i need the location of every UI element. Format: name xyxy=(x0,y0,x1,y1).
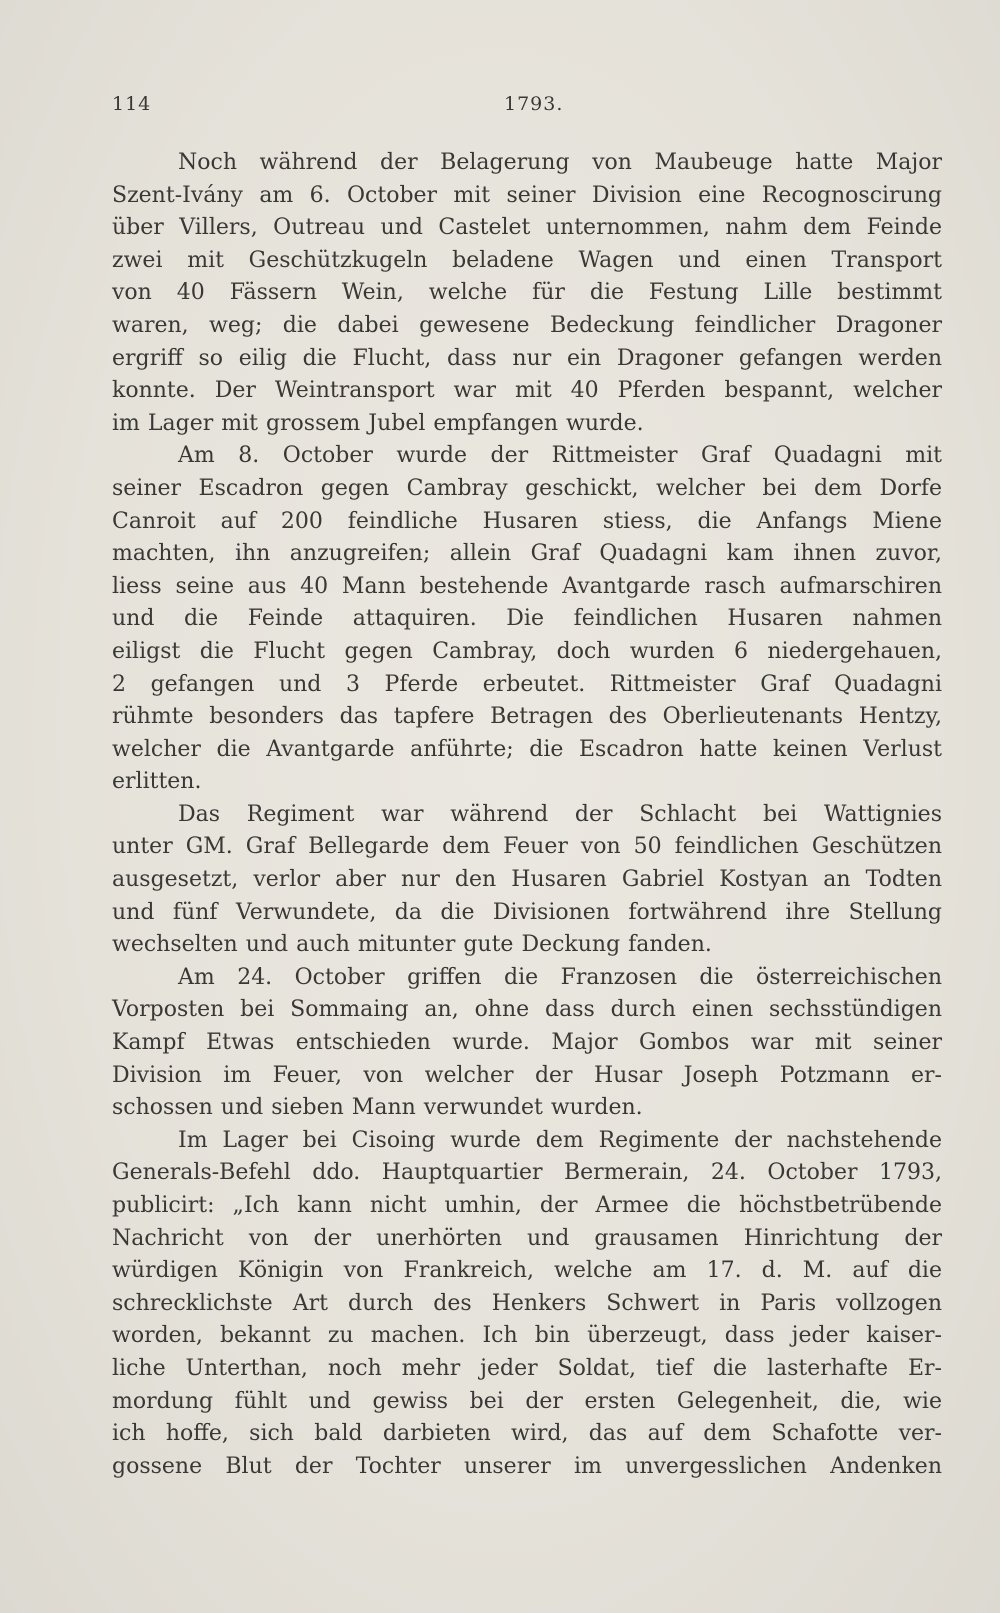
text-line: wechselten und auch mitunter gute Deckung fanden. xyxy=(112,932,712,958)
text-line: und fünf Verwundete, da die Divisionen fortwährend ihre Stellung xyxy=(112,899,942,925)
text-line: seiner Escadron gegen Cambray geschickt, welcher bei dem Dorfe xyxy=(112,475,942,501)
text-line: liche Unterthan, noch mehr jeder Soldat, tief die lasterhafte Er- xyxy=(112,1355,942,1381)
page-number: 114 xyxy=(112,93,152,115)
text-line: ausgesetzt, verlor aber nur den Husaren Gabriel Kostyan an Todten xyxy=(112,867,942,893)
text-line: schrecklichste Art durch des Henkers Schwert in Paris vollzogen xyxy=(112,1290,942,1316)
text-line: Das Regiment war während der Schlacht bei Wattignies xyxy=(178,801,942,827)
text-line: worden, bekannt zu machen. Ich bin überzeugt, dass jeder kaiser- xyxy=(112,1323,942,1349)
text-line: publicirt: „Ich kann nicht umhin, der Armee die höchstbetrübende xyxy=(112,1193,942,1218)
text-line: 2 gefangen und 3 Pferde erbeutet. Rittmeister Graf Quadagni xyxy=(112,671,942,697)
text-line: erlitten. xyxy=(112,769,202,795)
text-line: eiligst die Flucht gegen Cambray, doch wurden 6 niedergehauen, xyxy=(112,638,942,664)
text-line: im Lager mit grossem Jubel empfangen wurde. xyxy=(112,410,644,436)
text-line: unter GM. Graf Bellegarde dem Feuer von 50 feindlichen Geschützen xyxy=(112,834,942,860)
text-line: machten, ihn anzugreifen; allein Graf Quadagni kam ihnen zuvor, xyxy=(112,541,942,567)
text-line: waren, weg; die dabei gewesene Bedeckung feindlicher Dragoner xyxy=(112,312,942,338)
text-line: konnte. Der Weintransport war mit 40 Pferden bespannt, welcher xyxy=(112,378,942,404)
text-line: Im Lager bei Cisoing wurde dem Regimente der nachstehende xyxy=(178,1127,942,1153)
text-line: und die Feinde attaquiren. Die feindlichen Husaren nahmen xyxy=(112,606,942,632)
text-line: Canroit auf 200 feindliche Husaren stiess, die Anfangs Miene xyxy=(112,508,942,534)
text-line: ich hoffe, sich bald darbieten wird, das auf dem Schafotte ver- xyxy=(112,1421,942,1447)
text-line: mordung fühlt und gewiss bei der ersten Gelegenheit, die, wie xyxy=(112,1388,942,1414)
text-line: über Villers, Outreau und Castelet unternommen, nahm dem Feinde xyxy=(112,215,942,241)
text-line: gossene Blut der Tochter unserer im unvergesslichen Andenken xyxy=(112,1453,942,1479)
body-text xyxy=(112,147,942,1483)
text-line: Am 8. October wurde der Rittmeister Graf Quadagni mit xyxy=(178,443,942,469)
text-line: Szent-Ivány am 6. October mit seiner Division eine Recognoscirung xyxy=(112,182,942,208)
text-line: welcher die Avantgarde anführte; die Escadron hatte keinen Verlust xyxy=(112,736,942,762)
page-header xyxy=(112,93,942,123)
text-line: liess seine aus 40 Mann bestehende Avantgarde rasch aufmarschiren xyxy=(112,573,942,599)
text-line: würdigen Königin von Frankreich, welche am 17. d. M. auf die xyxy=(112,1258,942,1284)
text-line: Nachricht von der unerhörten und grausamen Hinrichtung der xyxy=(112,1225,942,1251)
text-line: Generals-Befehl ddo. Hauptquartier Bermerain, 24. October 1793, xyxy=(112,1160,942,1186)
running-head-year: 1793. xyxy=(504,93,564,115)
text-line: Vorposten bei Sommaing an, ohne dass durch einen sechsstündigen xyxy=(112,997,942,1023)
text-line: Division im Feuer, von welcher der Husar Joseph Potzmann er- xyxy=(112,1062,942,1088)
text-line: von 40 Fässern Wein, welche für die Festung Lille bestimmt xyxy=(112,280,942,306)
text-line: rühmte besonders das tapfere Betragen des Oberlieutenants Hentzy, xyxy=(112,704,942,730)
text-line: Kampf Etwas entschieden wurde. Major Gombos war mit seiner xyxy=(112,1030,942,1056)
text-line: zwei mit Geschützkugeln beladene Wagen und einen Transport xyxy=(112,247,942,273)
text-line: schossen und sieben Mann verwundet wurden. xyxy=(112,1095,643,1121)
text-line: Am 24. October griffen die Franzosen die österreichischen xyxy=(178,964,942,990)
text-line: ergriff so eilig die Flucht, dass nur ein Dragoner gefangen werden xyxy=(112,345,942,371)
text-line: Noch während der Belagerung von Maubeuge hatte Major xyxy=(178,150,942,175)
